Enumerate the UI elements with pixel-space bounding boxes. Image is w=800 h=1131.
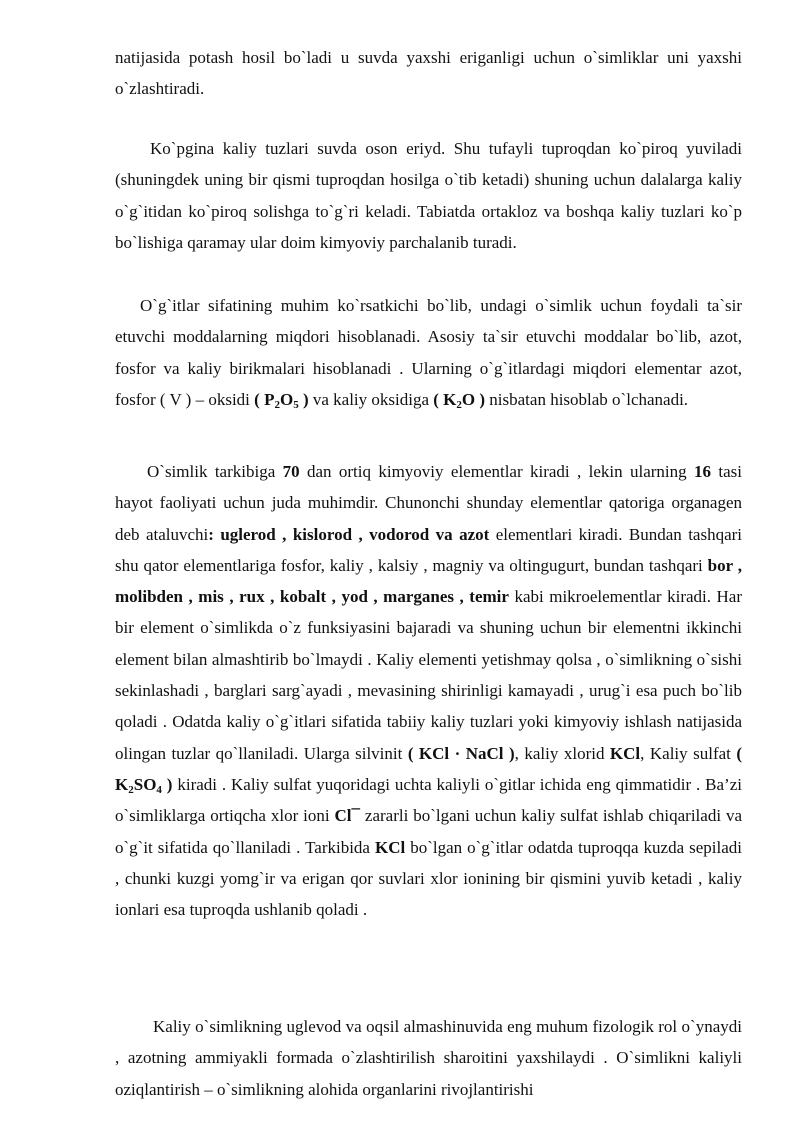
formula-k2o-close: O ) <box>461 389 486 409</box>
formula-k2o-open: ( K <box>433 389 457 409</box>
paragraph-2 <box>115 133 742 258</box>
paragraph-4-text-3: tasi hayot faoliyati uchun juda muhimdir. Chunonchi shunday elementlar qatoriga organagen deb ataluvchi <box>115 462 743 544</box>
paragraph-4-text-4: elementlari kiradi. Bundan tashqari shu qator elementlariga fosfor, kaliy , kalsiy , magniy va oltingugurt, bundan tashqari <box>115 524 743 575</box>
bold-microelement-list: bor , molibden , mis , rux , kobalt , yod , marganes , temir <box>115 555 742 607</box>
paragraph-4-text-1: O`simlik tarkibiga <box>147 462 283 481</box>
formula-k2so4-sub-1: 2 <box>128 783 134 796</box>
paragraph-5 <box>115 1011 742 1105</box>
formula-kcl-2: KCl <box>374 837 406 857</box>
paragraph-4-text-7: , Kaliy sulfat <box>640 743 737 763</box>
formula-k2so4-mid: SO <box>133 774 157 794</box>
paragraph-5-text: Kaliy o`simlikning uglevod va oqsil almashinuvida eng muhum fizologik rol o`ynaydi , azotning ammiyakli formada o`zlashtirilish sharoitini yaxshilaydi . O`simlikni kaliyli oziqlantirish – o`simlikning alohida organlarini rivojlantirishi <box>115 1017 742 1099</box>
paragraph-1-text: natijasida potash hosil bo`ladi u suvda yaxshi eriganligi uchun o`simliklar uni yaxshi o`zlashtiradi. <box>115 48 742 99</box>
formula-k2o-sub: 2 <box>456 398 462 411</box>
paragraph-3-text-2: va kaliy oksidiga <box>308 389 434 409</box>
bold-organogen-list: : uglerod , kislorod , vodorod va azot <box>208 524 490 544</box>
paragraph-4-text-6: , kaliy xlorid <box>514 743 610 763</box>
formula-k2so4-close: ) <box>161 774 173 794</box>
paragraph-4-text-2: dan ortiq kimyoviy elementlar kiradi , lekin ularning <box>299 462 695 481</box>
paragraph-4-text-5: kabi mikroelementlar kiradi. Har bir element o`simlikda o`z funksiyasini bajaradi va shuning uchun bir elementni ikkinchi element bilan almashtirib bo`lmaydi . Kaliy elementi yetishmay qolsa , o`simlikning o`sishi sekinlashadi , barglari sarg`ayadi , mevasining shirinligi kamayadi , urug`i esa puch bo`lib qoladi . Odatda kaliy o`g`itlari sifatida tabiiy kaliy tuzlari yoki kimyoviy ishlash natijasida olingan tuzlar qo`llaniladi. Ularga silvinit <box>115 587 743 763</box>
paragraph-4-text-10: bo`lgan o`g`itlar odatda tuproqqa kuzda sepiladi , chunki kuzgi yomg`ir va erigan qor suvlari xlor ionining bir qismini yuvib ketadi , kaliy ionlari esa tuproqda ushlanib qoladi . <box>115 837 743 920</box>
formula-p2o5-close: ) <box>298 389 309 409</box>
paragraph-3-text-1: O`g`itlar sifatining muhim ko`rsatkichi bo`lib, undagi o`simlik uchun foydali ta`sir etuvchi moddalarning miqdori hisoblanadi. Asosiy ta`sir etuvchi moddalar bo`lib, azot, fosfor va kaliy birikmalari hisoblanadi . Ularning o`g`itlardagi miqdori elementar azot, fosfor ( V ) – oksidi <box>115 296 742 409</box>
formula-p2o5-sub-1: 2 <box>274 398 280 411</box>
bold-element-count: 70 <box>282 462 300 481</box>
formula-p2o5-sub-2: 5 <box>293 398 299 411</box>
formula-p2o5-mid: O <box>279 389 294 409</box>
formula-p2o5 <box>254 390 308 409</box>
paragraph-4-text-8: kiradi . Kaliy sulfat yuqoridagi uchta kaliyli o`gitlar ichida eng qimmatidir . Ba’zi o`simliklarga ortiqcha xlor ioni <box>115 774 742 826</box>
formula-p2o5-open: ( P <box>254 389 275 409</box>
formula-chloride-ion: Cl¯ <box>334 806 361 826</box>
formula-k2o <box>433 390 485 409</box>
formula-kcl: KCl <box>609 743 641 763</box>
paragraph-3-text-3: nisbatan hisoblab o`lchanadi. <box>485 389 689 409</box>
paragraph-2-text: Ko`pgina kaliy tuzlari suvda oson eriyd. Shu tufayli tuproqdan ko`piroq yuviladi (shuningdek uning bir qismi tuproqdan hosilga o`tib ketadi) shuning uchun dalalarga kaliy o`g`itidan ko`piroq solishga to`g`ri keladi. Tabiatda ortakloz va boshqa kaliy tuzlari ko`p bo`lishiga qaramay ular doim kimyoviy parchalanib turadi. <box>115 139 742 252</box>
formula-silvinit: ( KCl · NaCl ) <box>407 743 515 763</box>
paragraph-3 <box>115 290 742 415</box>
formula-k2so4-sub-2: 4 <box>156 783 162 796</box>
paragraph-4-text-9: zararli bo`lgani uchun kaliy sulfat ishlab chiqariladi va o`g`it sifatida qo`llaniladi . Tarkibida <box>115 806 742 857</box>
bold-essential-count: 16 <box>694 462 712 481</box>
formula-k2so4-open: ( K <box>115 743 743 794</box>
paragraph-4 <box>115 456 742 925</box>
paragraph-1 <box>115 42 742 105</box>
